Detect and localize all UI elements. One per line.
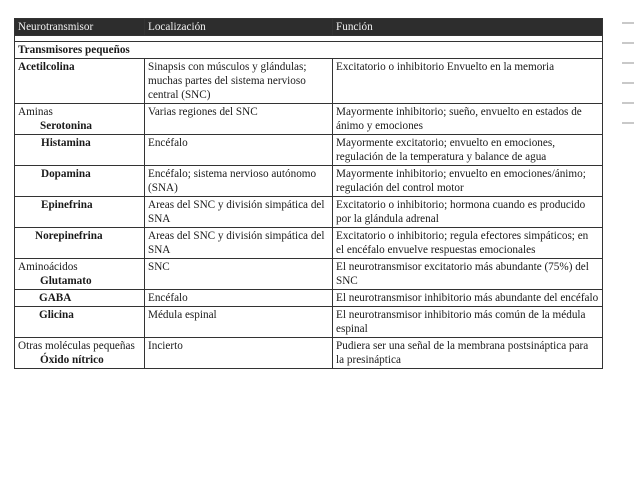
- cell-name: Histamina: [15, 135, 145, 166]
- header-row: [15, 19, 603, 36]
- cell-loc: Areas del SNC y división simpática del SNA: [145, 228, 333, 259]
- cell-name: Glicina: [15, 307, 145, 338]
- cell-name: [15, 259, 145, 290]
- table-row: [15, 290, 603, 307]
- section-aminoacidos: Aminoácidos: [18, 261, 78, 273]
- cell-loc: Encéfalo: [145, 290, 333, 307]
- cell-func: Mayormente inhibitorio; envuelto en emociones/ánimo; regulación del control motor: [333, 166, 603, 197]
- cell-name: Dopamina: [15, 166, 145, 197]
- section-aminas: Aminas: [18, 106, 53, 118]
- cell-name: [15, 338, 145, 369]
- cell-loc: Sinapsis con músculos y glándulas; muchas partes del sistema nervioso central (SNC): [145, 59, 333, 104]
- section-transmisores-pequenos: Transmisores pequeños: [15, 42, 603, 59]
- table-row: [15, 59, 603, 104]
- cell-func: Excitatorio o inhibitorio Envuelto en la memoria: [333, 59, 603, 104]
- cell-loc: Varias regiones del SNC: [145, 104, 333, 135]
- table-row: [15, 135, 603, 166]
- table-row: [15, 307, 603, 338]
- cell-loc: Encéfalo: [145, 135, 333, 166]
- name-serotonina: Serotonina: [40, 120, 93, 132]
- cell-name: Epinefrina: [15, 197, 145, 228]
- cell-func: Excitatorio o inhibitorio; hormona cuando es producido por la glándula adrenal: [333, 197, 603, 228]
- cell-loc: Médula espinal: [145, 307, 333, 338]
- cell-loc: SNC: [145, 259, 333, 290]
- cell-func: El neurotransmisor excitatorio más abundante (75%) del SNC: [333, 259, 603, 290]
- name-glutamato: Glutamato: [40, 275, 92, 287]
- cell-name: Acetilcolina: [15, 59, 145, 104]
- section-otras-moleculas: Otras moléculas pequeñas: [18, 340, 135, 352]
- cell-loc: Areas del SNC y división simpática del SNA: [145, 197, 333, 228]
- slide-edge-decoration: [618, 0, 638, 479]
- table-row: [15, 228, 603, 259]
- section-row: [15, 42, 603, 59]
- cell-name: GABA: [15, 290, 145, 307]
- table-row: [15, 104, 603, 135]
- cell-func: Pudiera ser una señal de la membrana postsináptica para la presináptica: [333, 338, 603, 369]
- neurotransmitter-table: [14, 18, 603, 369]
- header-neurotransmisor: Neurotransmisor: [15, 19, 145, 36]
- cell-name: Norepinefrina: [15, 228, 145, 259]
- cell-func: El neurotransmisor inhibitorio más abundante del encéfalo: [333, 290, 603, 307]
- cell-func: Mayormente inhibitorio; sueño, envuelto en estados de ánimo y emociones: [333, 104, 603, 135]
- cell-loc: Incierto: [145, 338, 333, 369]
- name-oxido-nitrico: Óxido nítrico: [40, 354, 104, 366]
- cell-func: El neurotransmisor inhibitorio más común de la médula espinal: [333, 307, 603, 338]
- table-row: [15, 259, 603, 290]
- table-row: [15, 197, 603, 228]
- header-localizacion: Localización: [145, 19, 333, 36]
- cell-name: [15, 104, 145, 135]
- table-row: [15, 338, 603, 369]
- cell-func: Mayormente excitatorio; envuelto en emociones, regulación de la temperatura y balance de agua: [333, 135, 603, 166]
- cell-func: Excitatorio o inhibitorio; regula efectores simpáticos; en el encéfalo envuelve respuestas emocionales: [333, 228, 603, 259]
- cell-loc: Encéfalo; sistema nervioso autónomo (SNA): [145, 166, 333, 197]
- header-funcion: Función: [333, 19, 603, 36]
- table-row: [15, 166, 603, 197]
